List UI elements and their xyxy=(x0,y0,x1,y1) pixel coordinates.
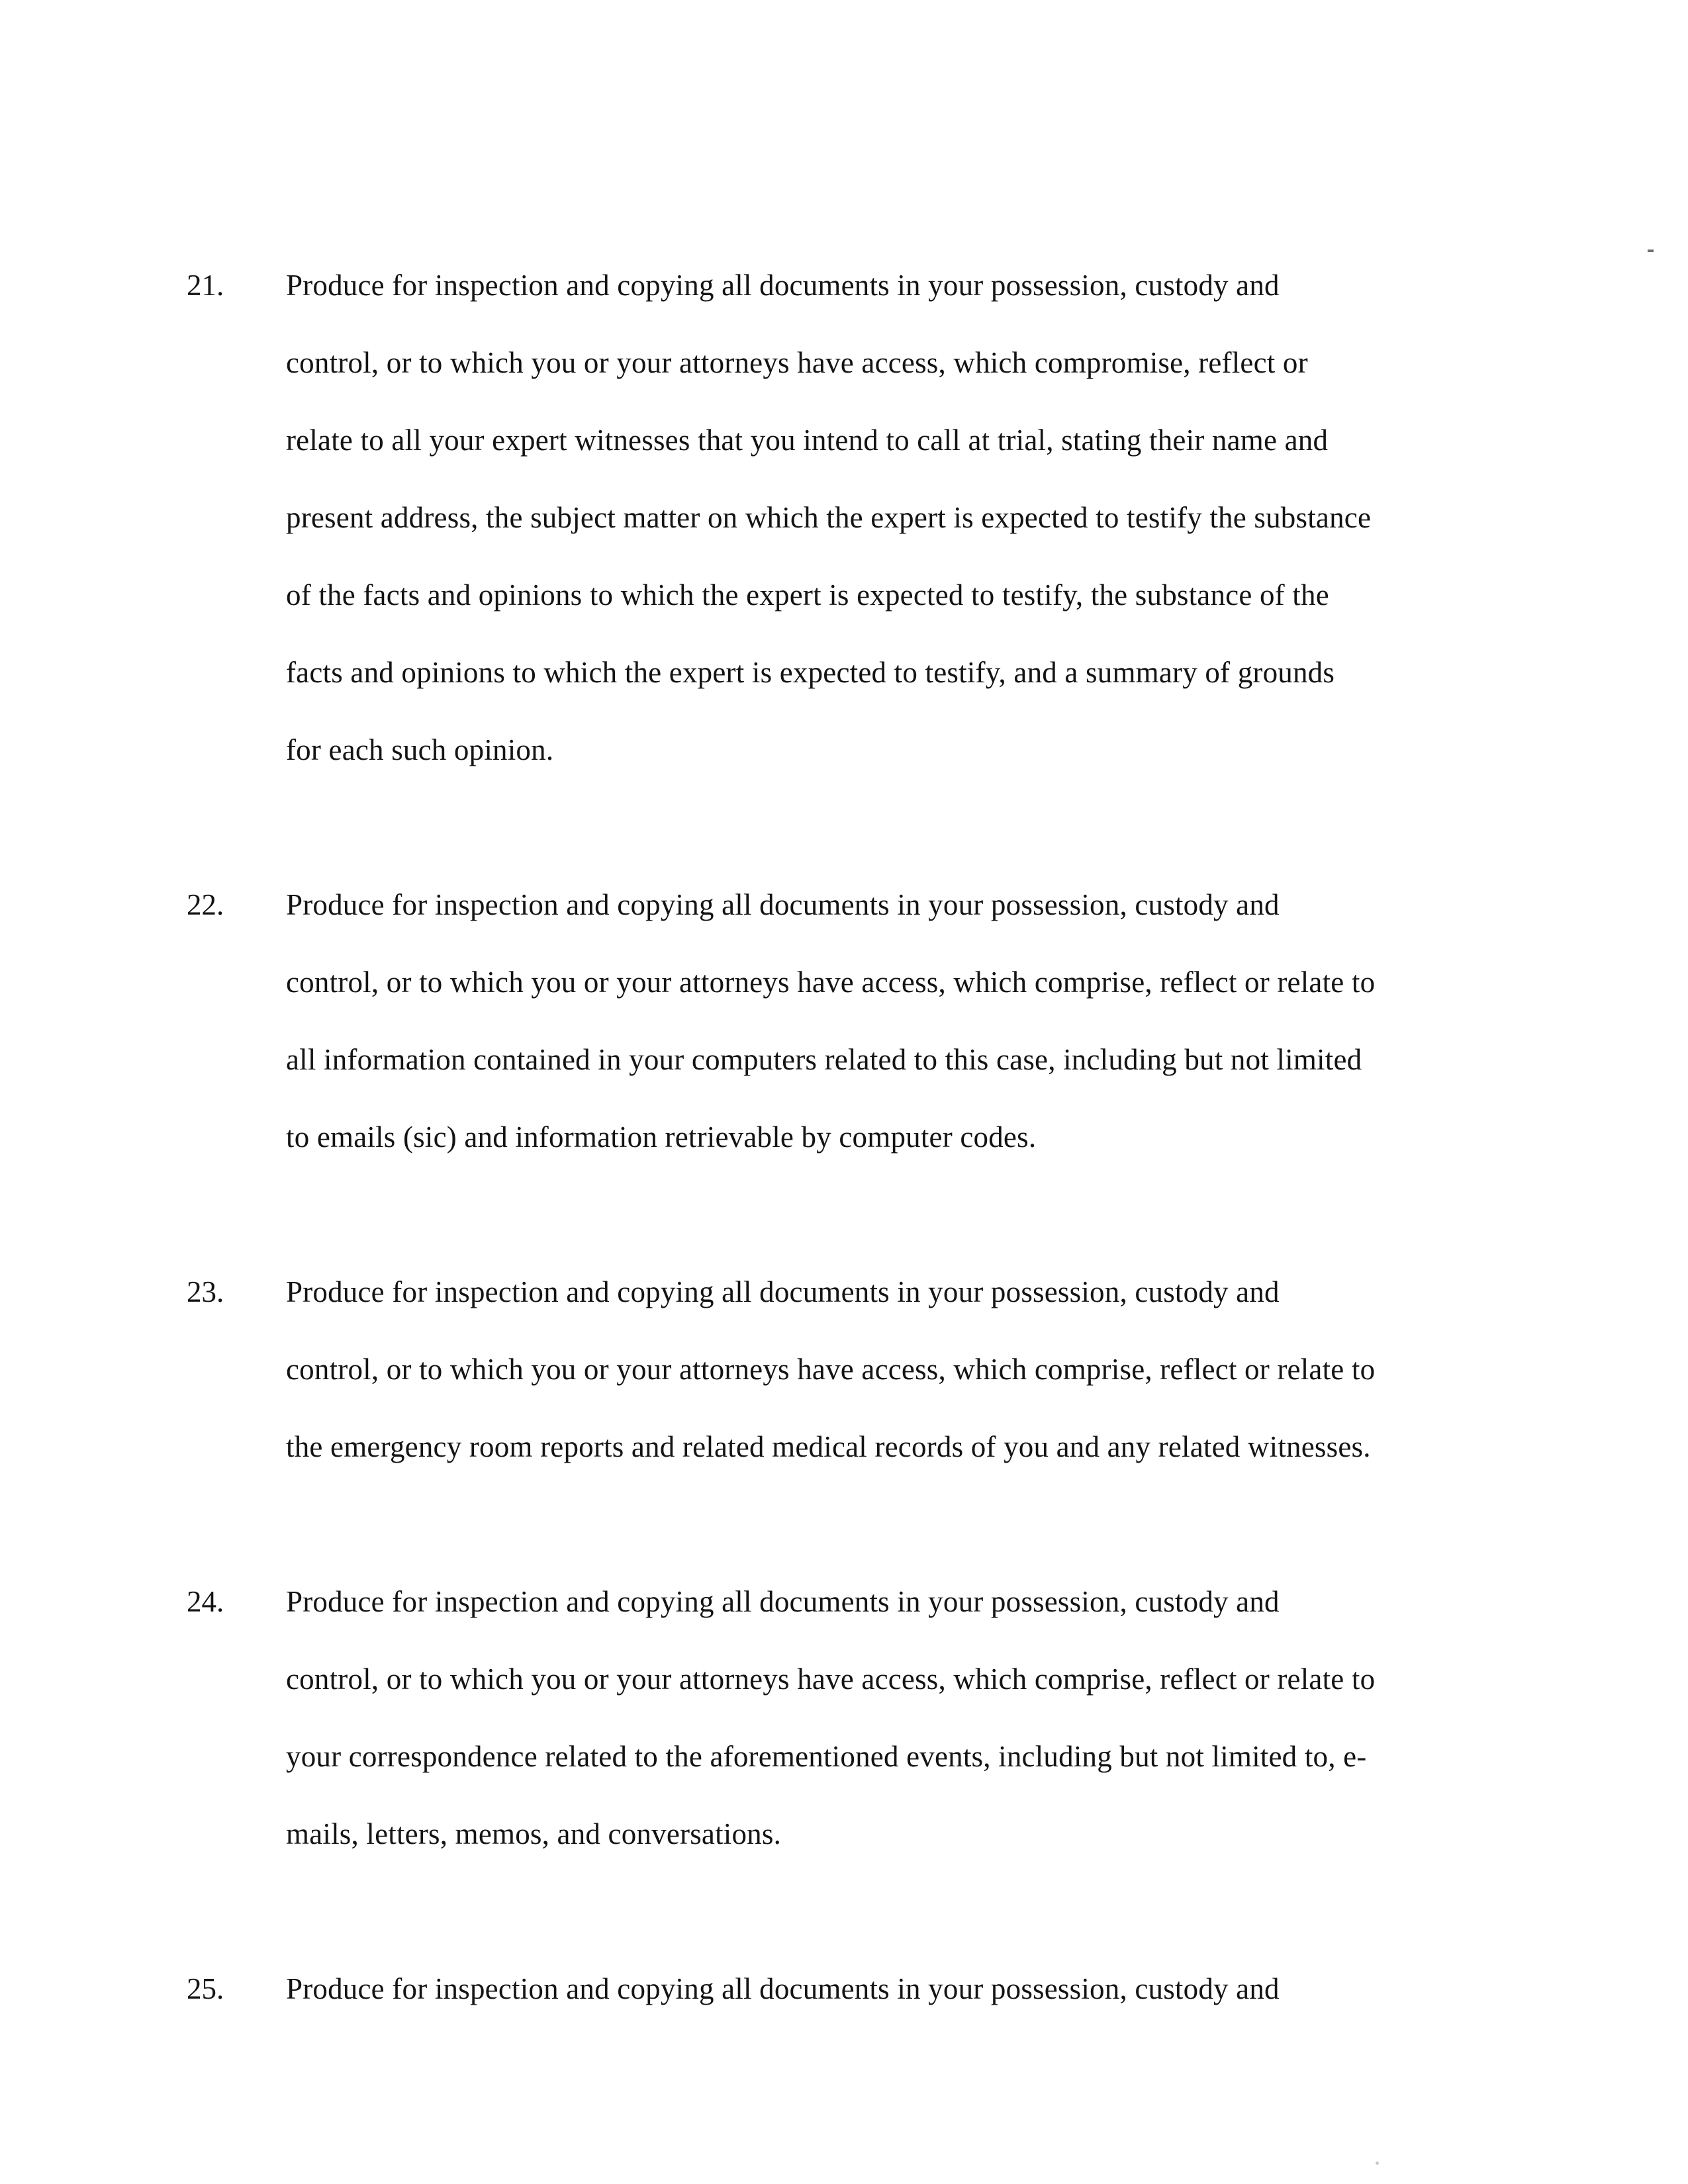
paragraph-line: control, or to which you or your attorneys have access, which comprise, reflect or relate to xyxy=(286,1353,1376,1386)
request-paragraph xyxy=(0,866,1688,1176)
paragraph-line: the emergency room reports and related medical records of you and any related witnesses. xyxy=(286,1430,1371,1463)
paragraph-lines xyxy=(286,1950,1516,2028)
paragraph-lines xyxy=(286,866,1516,1176)
paragraph-line: Produce for inspection and copying all documents in your possession, custody and xyxy=(286,1585,1280,1618)
paragraph-line: your correspondence related to the aforementioned events, including but not limited to, e- xyxy=(286,1740,1367,1773)
paragraph-line: control, or to which you or your attorneys have access, which comprise, reflect or relate to xyxy=(286,966,1376,999)
paragraph-line: all information contained in your computers related to this case, including but not limited xyxy=(286,1043,1362,1076)
paragraph-number: 21. xyxy=(187,269,224,302)
paragraph-number: 23. xyxy=(187,1275,224,1308)
paragraph-lines xyxy=(286,247,1516,789)
scan-artifact-top-right xyxy=(1648,250,1654,252)
request-paragraph xyxy=(0,1563,1688,1873)
paragraph-line: Produce for inspection and copying all documents in your possession, custody and xyxy=(286,269,1280,302)
paragraph-line: Produce for inspection and copying all documents in your possession, custody and xyxy=(286,1972,1280,2005)
paragraph-line: control, or to which you or your attorneys have access, which compromise, reflect or xyxy=(286,346,1308,379)
paragraph-line: facts and opinions to which the expert is expected to testify, and a summary of grounds xyxy=(286,656,1335,689)
request-paragraph xyxy=(0,1253,1688,1486)
paragraph-line: for each such opinion. xyxy=(286,733,554,766)
paragraph-line: control, or to which you or your attorneys have access, which comprise, reflect or relate to xyxy=(286,1662,1376,1696)
paragraph-line: Produce for inspection and copying all documents in your possession, custody and xyxy=(286,1275,1280,1308)
paragraph-line: to emails (sic) and information retrievable by computer codes. xyxy=(286,1120,1037,1154)
paragraph-number: 22. xyxy=(187,888,224,921)
document-body xyxy=(0,247,1688,2105)
request-paragraph xyxy=(0,1950,1688,2028)
paragraph-number: 24. xyxy=(187,1585,224,1618)
request-paragraph xyxy=(0,247,1688,789)
paragraph-line: of the facts and opinions to which the expert is expected to testify, the substance of the xyxy=(286,578,1329,612)
paragraph-lines xyxy=(286,1253,1516,1486)
paragraph-line: present address, the subject matter on which the expert is expected to testify the substance xyxy=(286,501,1372,534)
paragraph-line: relate to all your expert witnesses that you intend to call at trial, stating their name and xyxy=(286,424,1329,457)
paragraph-line: Produce for inspection and copying all documents in your possession, custody and xyxy=(286,888,1280,921)
paragraph-line: mails, letters, memos, and conversations. xyxy=(286,1817,782,1850)
paragraph-number: 25. xyxy=(187,1972,224,2005)
paragraph-lines xyxy=(286,1563,1516,1873)
scan-artifact-bottom-right xyxy=(1376,2161,1379,2165)
